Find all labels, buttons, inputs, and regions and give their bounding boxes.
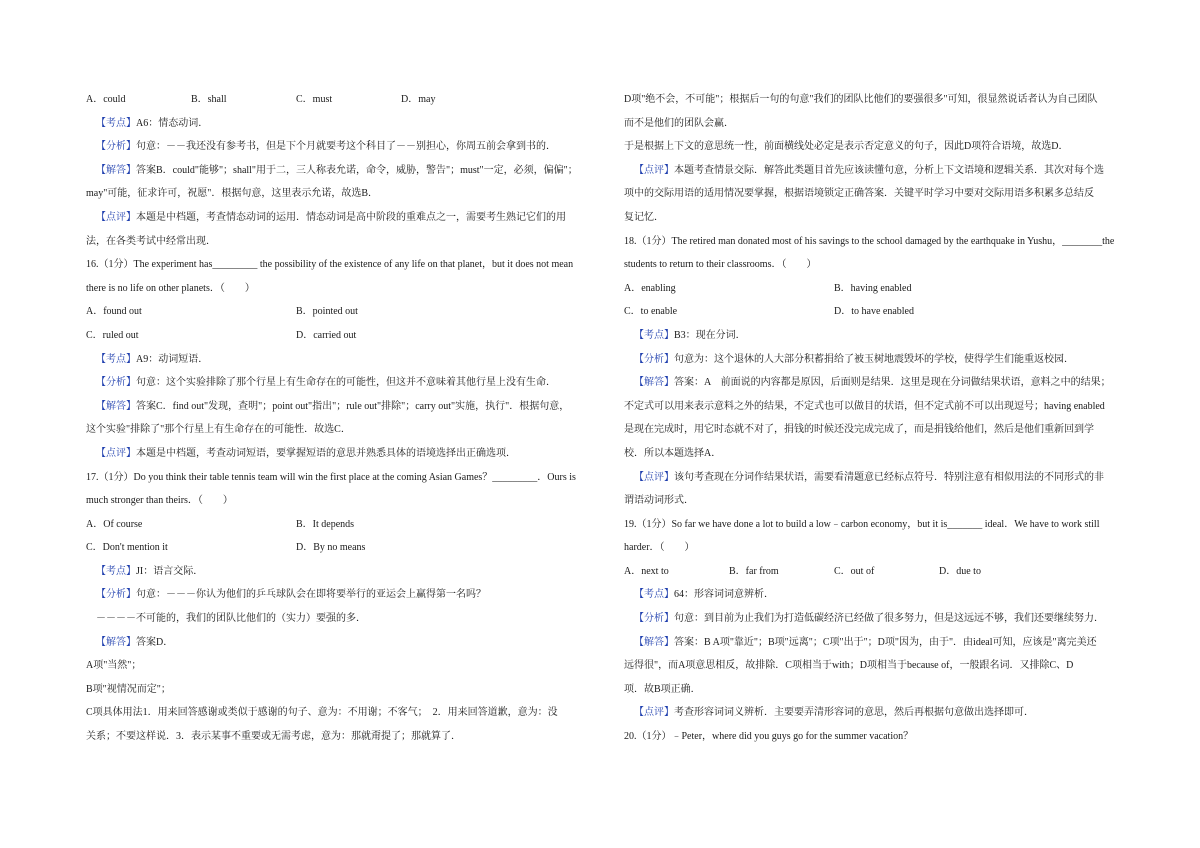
q17-options-row2 [86,536,590,560]
q17-dianping: 【点评】本题考查情景交际．解答此类题目首先应该读懂句意，分析上下文语境和逻辑关系．其次对每个选 [634,164,1104,176]
q19-dianping: 【点评】考查形容词词义辨析．主要要弄清形容词的意思，然后再根据句意做出选择即可． [634,707,1034,719]
q19-kaodian: 【考点】64：形容词词意辨析． [634,589,774,601]
q17-stem: 17.（1分）Do you think their table tennis team will win the first place at the coming Asian Games？_________．Ours is [86,471,576,483]
q15-option-b[interactable]: B．shall [191,94,227,105]
q16-options-row1 [86,300,590,324]
q19-option-a[interactable]: A．next to [624,565,669,577]
q15-kaodian: 【考点】A6：情态动词． [96,117,209,129]
q16-stem: 16.（1分）The experiment has_________ the possibility of the existence of any life on that planet，but it does not mean [86,259,574,271]
q19-fenxi: 【分析】句意：到目前为止我们为打造低碳经济已经做了很多努力，但是这远远不够，我们还要继续努力． [634,613,1104,625]
q17-body-c: C项具体用法1．用来回答感谢或类似于感谢的句子、意为：不用谢；不客气； 2．用来回答道歉，意为：没 [86,707,558,719]
q15-dianping: 【点评】本题是中档题，考查情态动词的运用．情态动词是高中阶段的重难点之一，需要考生熟记它们的用 [96,211,566,223]
q17-option-a[interactable]: A．Of course [86,518,143,530]
dianping-label: 【点评】 [96,211,136,223]
q17-option-b[interactable]: B．It depends [296,518,355,530]
q17-cont-line3: 于是根据上下文的意思统一性，前面横线处必定是表示否定意义的句子，因此D项符合语境，故选D． [624,141,1069,153]
q15-fenxi: 【分析】句意：－－我还没有参考书，但是下个月就要考这个科目了－－别担心，你周五前会拿到书的． [96,141,556,153]
q17-jieda: 【解答】答案D． [96,636,174,648]
q19-option-d[interactable]: D．due to [939,565,981,577]
q17-cont-line1: D项"绝不会，不可能"；根据后一句的句意"我们的团队比他们的要强很多"可知，很显然说话者认为自己团队 [624,94,1098,105]
q18-options-row1 [624,277,1128,301]
q15-option-a[interactable]: A．could [86,94,126,105]
q19-option-c[interactable]: C．out of [834,565,875,577]
kaodian-label: 【考点】 [96,117,136,129]
q19-stem-cont: harder．（ ） [624,542,695,554]
q18-kaodian: 【考点】B3：现在分词． [634,329,746,341]
jieda-label: 【解答】 [96,164,136,176]
q15-jieda: 【解答】答案B．could"能够"；shall"用于二，三人称表允诺，命令，威胁，警告"；must"一定，必须，偏偏"； [96,164,578,176]
left-column [86,88,590,749]
q19-stem: 19.（1分）So far we have done a lot to build a low﹣carbon economy，but it is_______ ideal．We have to work still [624,518,1100,530]
q18-fenxi: 【分析】句意为：这个退休的人大部分积蓄捐给了被玉树地震毁坏的学校，使得学生们能重返校园． [634,353,1074,365]
q18-dianping: 【点评】该句考查现在分词作结果状语，需要看清题意已经标点符号．特别注意有相似用法的不同形式的非 [634,471,1104,483]
q19-jieda: 【解答】答案：B A项"靠近"；B项"远离"；C项"出于"；D项"因为，由于"．由ideal可知，应该是"离完美还 [634,636,1097,648]
q17-kaodian: 【考点】JI：语言交际． [96,565,204,577]
q15-option-c[interactable]: C．must [296,94,333,105]
q17-options-row1 [86,513,590,537]
q18-stem: 18.（1分）The retired man donated most of his savings to the school damaged by the earthquake in Yushu，________the [624,235,1115,247]
q16-option-c[interactable]: C．ruled out [86,329,139,341]
q16-kaodian: 【考点】A9：动词短语． [96,353,209,365]
q16-option-d[interactable]: D．carried out [296,329,357,341]
q15-jieda-cont: may"可能，征求许可，祝愿"．根据句意，这里表示允诺，故选B． [86,188,379,200]
q20-stem: 20.（1分）﹣Peter，where did you guys go for the summer vacation？ [624,731,914,743]
q18-option-a[interactable]: A．enabling [624,282,676,294]
q16-options-row2 [86,324,590,348]
q17-cont-line2: 而不是他们的团队会赢． [624,117,734,129]
q16-option-a[interactable]: A．found out [86,306,142,318]
q16-stem-cont: there is no life on other planets．（ ） [86,282,255,294]
q17-dianping-cont1: 项中的交际用语的适用情况要掌握，根据语境锁定正确答案．关键平时学习中要对交际用语多积累多总结反 [624,188,1094,200]
q19-jieda-cont1: 远得很"，而A项意思相反，故排除．C项相当于with；D项相当于because of，一般跟名词．又排除C、D [624,660,1074,672]
q15-options [86,88,590,112]
fenxi-label: 【分析】 [96,141,136,153]
q17-option-d[interactable]: D．By no means [296,542,366,554]
q15-dianping-cont: 法，在各类考试中经常出现． [86,235,216,247]
q17-option-c[interactable]: C．Don't mention it [86,542,168,554]
right-column [624,88,1128,749]
q18-jieda-cont2: 是现在完成时，用它时态就不对了，捐钱的时候还没完成完成了，而是捐钱给他们，然后是他们重新回到学 [624,424,1094,436]
q18-jieda-cont1: 不定式可以用来表示意料之外的结果，不定式也可以做目的状语，但不定式前不可以出现逗号；having enabled [624,400,1105,412]
q17-fenxi-cont: －－－－不可能的，我们的团队比他们的（实力）要强的多． [96,613,366,625]
q18-option-c[interactable]: C．to enable [624,306,678,318]
q17-body-c-cont: 关系；不要这样说．3．表示某事不重要或无需考虑，意为：那就甭提了；那就算了． [86,731,461,743]
q17-fenxi: 【分析】句意：－－－你认为他们的乒乓球队会在即将要举行的亚运会上赢得第一名吗？ [96,589,486,601]
q17-body-a: A项"当然"； [86,660,142,672]
q18-jieda-cont3: 校．所以本题选择A． [624,447,722,459]
q18-option-b[interactable]: B．having enabled [834,282,912,294]
q18-options-row2 [624,300,1128,324]
q15-option-d[interactable]: D．may [401,94,436,105]
q18-option-d[interactable]: D．to have enabled [834,306,914,318]
q16-jieda: 【解答】答案C．find out"发现，查明"；point out"指出"；rule out"排除"；carry out"实施，执行"．根据句意， [96,400,570,412]
q16-fenxi: 【分析】句意：这个实验排除了那个行星上有生命存在的可能性，但这并不意味着其他行星上没有生命． [96,377,556,389]
q19-options [624,560,1128,584]
q16-dianping: 【点评】本题是中档题，考查动词短语，要掌握短语的意思并熟悉具体的语境选择出正确选项． [96,447,516,459]
q18-stem-cont: students to return to their classrooms．（ ） [624,259,817,271]
q17-body-b: B项"视情况而定"； [86,683,171,695]
q17-stem-cont: much stronger than theirs．（ ） [86,495,233,507]
q18-jieda: 【解答】答案：A 前面说的内容都是原因，后面则是结果．这里是现在分词做结果状语，意料之中的结果； [634,377,1111,389]
q16-jieda-cont: 这个实验"排除了"那个行星上有生命存在的可能性．故选C． [86,424,351,436]
q19-option-b[interactable]: B．far from [729,565,779,577]
q18-dianping-cont: 谓语动词形式． [624,495,694,507]
q19-jieda-cont2: 项．故B项正确． [624,683,701,695]
q16-option-b[interactable]: B．pointed out [296,306,358,318]
q17-dianping-cont2: 复记忆． [624,211,664,223]
